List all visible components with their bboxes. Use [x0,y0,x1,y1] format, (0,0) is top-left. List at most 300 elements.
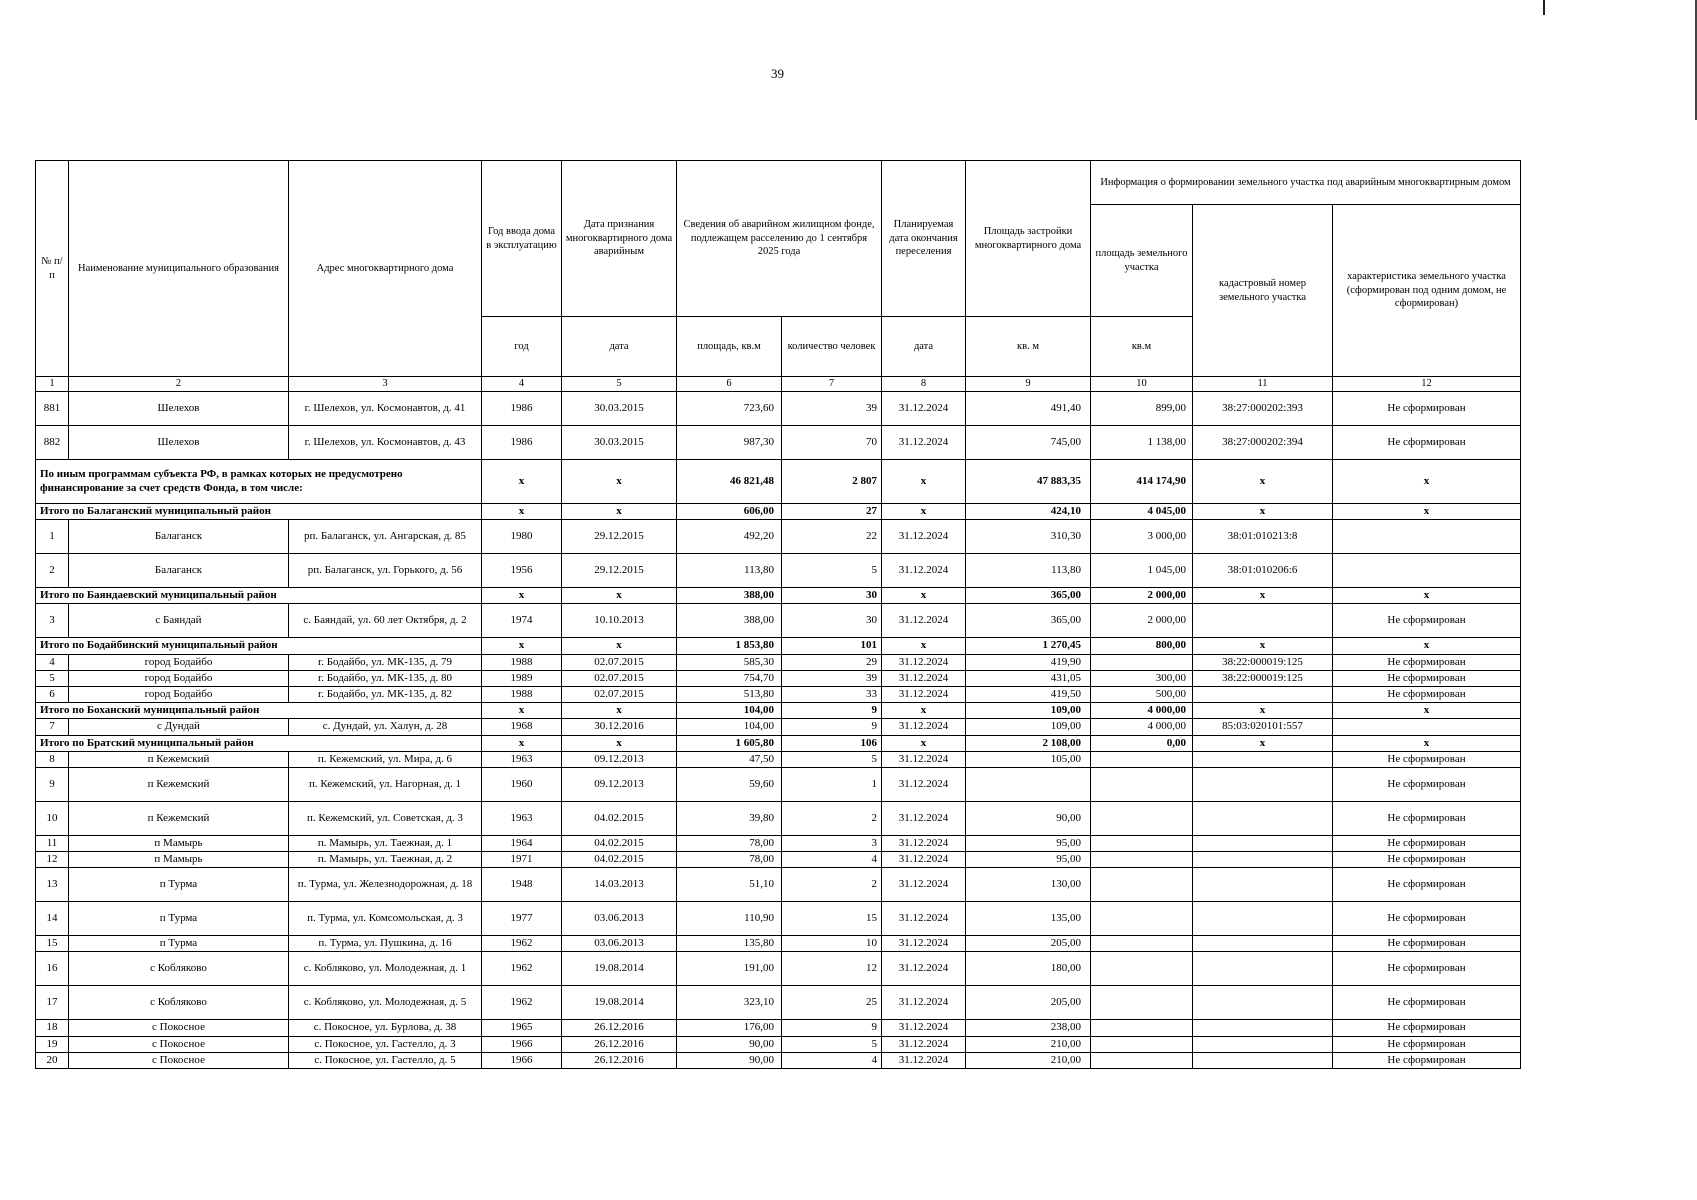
cell-col3: п. Кежемский, ул. Мира, д. 6 [289,751,482,767]
cell-col1: 4 [36,654,69,670]
cell-col11: x [1193,703,1333,719]
total-label: Итого по Братский муниципальный район [36,735,482,751]
cell-col2: с Баяндай [69,604,289,638]
cell-col1: 3 [36,604,69,638]
cell-col5: x [562,460,677,504]
cell-col11 [1193,1036,1333,1052]
cell-col7: 15 [782,902,882,936]
cell-col8: 31.12.2024 [882,801,966,835]
total-row [36,588,1521,604]
cell-col9: 365,00 [966,588,1091,604]
cell-col6: 1 605,80 [677,735,782,751]
cell-col12: Не сформирован [1333,686,1521,702]
cell-col10: 3 000,00 [1091,520,1193,554]
cell-col1: 7 [36,719,69,735]
header-municipality: Наименование муниципального образования [69,161,289,377]
cell-col4: 1986 [482,426,562,460]
cell-col4: 1964 [482,835,562,851]
table-row [36,520,1521,554]
cell-col4: 1962 [482,986,562,1020]
cell-col12: Не сформирован [1333,1036,1521,1052]
cell-col10: 800,00 [1091,638,1193,654]
cell-col6: 1 853,80 [677,638,782,654]
cell-col8: 31.12.2024 [882,554,966,588]
cell-col6: 176,00 [677,1020,782,1036]
cell-col1: 19 [36,1036,69,1052]
cell-col10 [1091,936,1193,952]
cell-col3: с. Покосное, ул. Гастелло, д. 5 [289,1052,482,1068]
cell-col8: 31.12.2024 [882,868,966,902]
cell-col3: п. Кежемский, ул. Советская, д. 3 [289,801,482,835]
cell-col1: 15 [36,936,69,952]
cell-col5: 26.12.2016 [562,1052,677,1068]
cell-col8: 31.12.2024 [882,852,966,868]
total-label: Итого по Бодайбинский муниципальный район [36,638,482,654]
header-year-commissioned: Год ввода дома в эксплуатацию [482,161,562,317]
cell-col8: 31.12.2024 [882,719,966,735]
cell-col2: город Бодайбо [69,670,289,686]
total-row [36,504,1521,520]
cell-col2: город Бодайбо [69,686,289,702]
cell-col6: 39,80 [677,801,782,835]
cell-col2: с Покосное [69,1052,289,1068]
table-row [36,654,1521,670]
cell-col4: 1966 [482,1052,562,1068]
cell-col12: Не сформирован [1333,426,1521,460]
cell-col8: 31.12.2024 [882,902,966,936]
cell-col8: 31.12.2024 [882,767,966,801]
cell-col8: 31.12.2024 [882,1020,966,1036]
cell-col4: 1962 [482,936,562,952]
cell-col9: 95,00 [966,835,1091,851]
cell-col5: 30.03.2015 [562,426,677,460]
cell-col11 [1193,686,1333,702]
cell-col2: п Мамырь [69,835,289,851]
cell-col5: x [562,504,677,520]
cell-col7: 22 [782,520,882,554]
cell-col8: 31.12.2024 [882,604,966,638]
cell-col9: 419,50 [966,686,1091,702]
cell-col10: 414 174,90 [1091,460,1193,504]
cell-col12: x [1333,504,1521,520]
cell-col12: Не сформирован [1333,1020,1521,1036]
table-row [36,1020,1521,1036]
table-row [36,767,1521,801]
cell-col9: 135,00 [966,902,1091,936]
column-number-12: 12 [1333,377,1521,392]
unit-land-sqm: кв.м [1091,317,1193,377]
cell-col10: 500,00 [1091,686,1193,702]
column-number-11: 11 [1193,377,1333,392]
cell-col11 [1193,801,1333,835]
column-number-1: 1 [36,377,69,392]
table-row [36,686,1521,702]
cell-col5: 29.12.2015 [562,554,677,588]
cell-col6: 388,00 [677,604,782,638]
cell-col11 [1193,835,1333,851]
cell-col12: Не сформирован [1333,852,1521,868]
header-cadastral-number: кадастровый номер земельного участка [1193,205,1333,377]
cell-col11: x [1193,504,1333,520]
cell-col3: п. Турма, ул. Комсомольская, д. 3 [289,902,482,936]
cell-col3: рп. Балаганск, ул. Ангарская, д. 85 [289,520,482,554]
cell-col11 [1193,902,1333,936]
cell-col9: 205,00 [966,936,1091,952]
cell-col1: 11 [36,835,69,851]
cell-col3: п. Кежемский, ул. Нагорная, д. 1 [289,767,482,801]
cell-col1: 8 [36,751,69,767]
table-header [36,161,1521,392]
cell-col12 [1333,520,1521,554]
column-number-9: 9 [966,377,1091,392]
table-row [36,392,1521,426]
cell-col9: 180,00 [966,952,1091,986]
cell-col4: 1986 [482,392,562,426]
cell-col8: 31.12.2024 [882,520,966,554]
cell-col10 [1091,1052,1193,1068]
cell-col9: 419,90 [966,654,1091,670]
cell-col1: 13 [36,868,69,902]
cell-col6: 492,20 [677,520,782,554]
cell-col11: x [1193,588,1333,604]
cell-col11: 38:27:000202:393 [1193,392,1333,426]
header-land-info-group: Информация о формировании земельного участка под аварийным многоквартирным домом [1091,161,1521,205]
cell-col9: 130,00 [966,868,1091,902]
cell-col10 [1091,902,1193,936]
cell-col6: 104,00 [677,719,782,735]
cell-col3: с. Баяндай, ул. 60 лет Октября, д. 2 [289,604,482,638]
cell-col2: Балаганск [69,520,289,554]
cell-col10 [1091,986,1193,1020]
cell-col12: Не сформирован [1333,654,1521,670]
cell-col10: 4 045,00 [1091,504,1193,520]
cell-col12: x [1333,703,1521,719]
cell-col12: Не сформирован [1333,767,1521,801]
cell-col12: Не сформирован [1333,952,1521,986]
cell-col11 [1193,852,1333,868]
cell-col5: 04.02.2015 [562,852,677,868]
cell-col5: 03.06.2013 [562,936,677,952]
cell-col11: x [1193,735,1333,751]
cell-col2: с Покосное [69,1036,289,1052]
cell-col8: 31.12.2024 [882,936,966,952]
cell-col6: 606,00 [677,504,782,520]
cell-col12: Не сформирован [1333,801,1521,835]
unit-date-recognized: дата [562,317,677,377]
cell-col11: 38:22:000019:125 [1193,670,1333,686]
cell-col9: 90,00 [966,801,1091,835]
table-row [36,1036,1521,1052]
column-number-8: 8 [882,377,966,392]
cell-col6: 90,00 [677,1052,782,1068]
cell-col9: 113,80 [966,554,1091,588]
cell-col9: 210,00 [966,1052,1091,1068]
cell-col7: 5 [782,751,882,767]
scan-artifact-line [1543,0,1545,15]
cell-col5: 30.12.2016 [562,719,677,735]
cell-col2: с Дундай [69,719,289,735]
cell-col11: 38:27:000202:394 [1193,426,1333,460]
cell-col5: 04.02.2015 [562,801,677,835]
cell-col9: 365,00 [966,604,1091,638]
cell-col8: x [882,504,966,520]
cell-col12: x [1333,638,1521,654]
cell-col10 [1091,868,1193,902]
cell-col5: 14.03.2013 [562,868,677,902]
cell-col6: 388,00 [677,588,782,604]
cell-col11 [1193,986,1333,1020]
cell-col2: п Кежемский [69,751,289,767]
total-label: Итого по Боханский муниципальный район [36,703,482,719]
cell-col12: x [1333,588,1521,604]
cell-col8: 31.12.2024 [882,392,966,426]
cell-col8: x [882,460,966,504]
cell-col2: п Кежемский [69,767,289,801]
cell-col2: Шелехов [69,392,289,426]
cell-col4: 1977 [482,902,562,936]
cell-col4: 1963 [482,801,562,835]
cell-col4: 1960 [482,767,562,801]
cell-col4: 1971 [482,852,562,868]
cell-col3: г. Шелехов, ул. Космонавтов, д. 41 [289,392,482,426]
cell-col9: 2 108,00 [966,735,1091,751]
table-body [36,392,1521,1069]
cell-col11 [1193,604,1333,638]
unit-area: площадь, кв.м [677,317,782,377]
cell-col8: 31.12.2024 [882,986,966,1020]
header-land-characteristic: характеристика земельного участка (сформирован под одним домом, не сформирован) [1333,205,1521,377]
cell-col4: x [482,588,562,604]
cell-col6: 51,10 [677,868,782,902]
cell-col7: 9 [782,719,882,735]
cell-col10 [1091,1036,1193,1052]
cell-col7: 10 [782,936,882,952]
cell-col9: 109,00 [966,719,1091,735]
cell-col3: г. Шелехов, ул. Космонавтов, д. 43 [289,426,482,460]
cell-col9: 431,05 [966,670,1091,686]
cell-col3: г. Бодайбо, ул. МК-135, д. 79 [289,654,482,670]
table-row [36,936,1521,952]
total-row [36,703,1521,719]
cell-col10 [1091,952,1193,986]
cell-col1: 5 [36,670,69,686]
cell-col4: x [482,735,562,751]
cell-col9: 109,00 [966,703,1091,719]
cell-col5: 26.12.2016 [562,1036,677,1052]
cell-col9: 491,40 [966,392,1091,426]
cell-col5: x [562,703,677,719]
cell-col7: 9 [782,703,882,719]
cell-col3: г. Бодайбо, ул. МК-135, д. 80 [289,670,482,686]
cell-col2: п Турма [69,936,289,952]
total-row [36,735,1521,751]
cell-col10: 4 000,00 [1091,703,1193,719]
cell-col4: 1965 [482,1020,562,1036]
column-number-10: 10 [1091,377,1193,392]
cell-col10 [1091,751,1193,767]
cell-col8: 31.12.2024 [882,654,966,670]
table-row [36,868,1521,902]
cell-col12: Не сформирован [1333,986,1521,1020]
cell-col7: 4 [782,1052,882,1068]
header-building-area: Площадь застройки многоквартирного дома [966,161,1091,317]
cell-col5: 10.10.2013 [562,604,677,638]
cell-col4: 1966 [482,1036,562,1052]
cell-col3: г. Бодайбо, ул. МК-135, д. 82 [289,686,482,702]
cell-col1: 18 [36,1020,69,1036]
cell-col6: 78,00 [677,852,782,868]
cell-col7: 29 [782,654,882,670]
header-planned-date: Планируемая дата окончания переселения [882,161,966,317]
cell-col8: 31.12.2024 [882,670,966,686]
cell-col7: 30 [782,604,882,638]
cell-col6: 59,60 [677,767,782,801]
cell-col11 [1193,751,1333,767]
cell-col11: 38:22:000019:125 [1193,654,1333,670]
cell-col7: 2 [782,801,882,835]
resettlement-table [35,160,1521,1069]
cell-col9: 95,00 [966,852,1091,868]
cell-col7: 5 [782,554,882,588]
cell-col8: x [882,735,966,751]
cell-col1: 10 [36,801,69,835]
cell-col12 [1333,719,1521,735]
cell-col8: 31.12.2024 [882,952,966,986]
cell-col10: 4 000,00 [1091,719,1193,735]
cell-col6: 90,00 [677,1036,782,1052]
cell-col1: 16 [36,952,69,986]
cell-col9: 47 883,35 [966,460,1091,504]
cell-col5: 30.03.2015 [562,392,677,426]
cell-col6: 723,60 [677,392,782,426]
cell-col10 [1091,1020,1193,1036]
table-row [36,902,1521,936]
cell-col3: с. Покосное, ул. Бурлова, д. 38 [289,1020,482,1036]
cell-col2: п Турма [69,868,289,902]
cell-col4: 1974 [482,604,562,638]
cell-col5: 19.08.2014 [562,952,677,986]
cell-col8: 31.12.2024 [882,835,966,851]
cell-col12: Не сформирован [1333,1052,1521,1068]
header-emergency-info: Сведения об аварийном жилищном фонде, подлежащем расселению до 1 сентября 2025 года [677,161,882,317]
cell-col11: x [1193,638,1333,654]
table-row [36,751,1521,767]
cell-col12: Не сформирован [1333,936,1521,952]
cell-col4: 1989 [482,670,562,686]
cell-col10 [1091,801,1193,835]
cell-col4: 1956 [482,554,562,588]
cell-col3: п. Турма, ул. Железнодорожная, д. 18 [289,868,482,902]
cell-col10 [1091,852,1193,868]
cell-col5: 09.12.2013 [562,767,677,801]
cell-col1: 882 [36,426,69,460]
cell-col4: x [482,638,562,654]
cell-col1: 6 [36,686,69,702]
cell-col1: 14 [36,902,69,936]
cell-col5: 04.02.2015 [562,835,677,851]
cell-col7: 5 [782,1036,882,1052]
cell-col8: x [882,638,966,654]
cell-col4: 1963 [482,751,562,767]
cell-col7: 27 [782,504,882,520]
cell-col1: 9 [36,767,69,801]
cell-col2: Шелехов [69,426,289,460]
cell-col9: 105,00 [966,751,1091,767]
cell-col11: 38:01:010213:8 [1193,520,1333,554]
cell-col12: Не сформирован [1333,604,1521,638]
cell-col5: 09.12.2013 [562,751,677,767]
cell-col2: город Бодайбо [69,654,289,670]
cell-col4: x [482,504,562,520]
header-date-recognized: Дата признания многоквартирного дома аварийным [562,161,677,317]
cell-col9: 210,00 [966,1036,1091,1052]
cell-col3: рп. Балаганск, ул. Горького, д. 56 [289,554,482,588]
cell-col2: п Турма [69,902,289,936]
cell-col7: 25 [782,986,882,1020]
cell-col6: 110,90 [677,902,782,936]
total-label: Итого по Баяндаевский муниципальный район [36,588,482,604]
cell-col7: 2 807 [782,460,882,504]
cell-col2: с Кобляково [69,952,289,986]
column-number-5: 5 [562,377,677,392]
cell-col5: 02.07.2015 [562,686,677,702]
cell-col3: с. Кобляково, ул. Молодежная, д. 5 [289,986,482,1020]
cell-col10: 0,00 [1091,735,1193,751]
cell-col5: x [562,588,677,604]
cell-col11 [1193,868,1333,902]
cell-col6: 987,30 [677,426,782,460]
header-num: № п/п [36,161,69,377]
cell-col10: 1 045,00 [1091,554,1193,588]
cell-col5: 26.12.2016 [562,1020,677,1036]
cell-col11: x [1193,460,1333,504]
cell-col6: 191,00 [677,952,782,986]
header-land-area: площадь земельного участка [1091,205,1193,317]
cell-col4: 1988 [482,686,562,702]
cell-col11 [1193,952,1333,986]
table-row [36,604,1521,638]
cell-col6: 46 821,48 [677,460,782,504]
cell-col2: с Кобляково [69,986,289,1020]
cell-col4: x [482,703,562,719]
cell-col8: 31.12.2024 [882,1052,966,1068]
cell-col7: 1 [782,767,882,801]
cell-col6: 78,00 [677,835,782,851]
column-number-3: 3 [289,377,482,392]
cell-col11: 38:01:010206:6 [1193,554,1333,588]
cell-col9 [966,767,1091,801]
cell-col9: 745,00 [966,426,1091,460]
cell-col12: Не сформирован [1333,392,1521,426]
cell-col10: 300,00 [1091,670,1193,686]
cell-col4: 1988 [482,654,562,670]
cell-col1: 17 [36,986,69,1020]
cell-col12: Не сформирован [1333,751,1521,767]
table-row [36,1052,1521,1068]
cell-col9: 310,30 [966,520,1091,554]
cell-col4: x [482,460,562,504]
cell-col7: 101 [782,638,882,654]
cell-col10: 2 000,00 [1091,588,1193,604]
unit-date-planned: дата [882,317,966,377]
cell-col6: 113,80 [677,554,782,588]
cell-col5: x [562,638,677,654]
cell-col10 [1091,835,1193,851]
cell-col8: x [882,588,966,604]
cell-col3: п. Мамырь, ул. Таежная, д. 2 [289,852,482,868]
cell-col12: Не сформирован [1333,670,1521,686]
cell-col5: 02.07.2015 [562,670,677,686]
